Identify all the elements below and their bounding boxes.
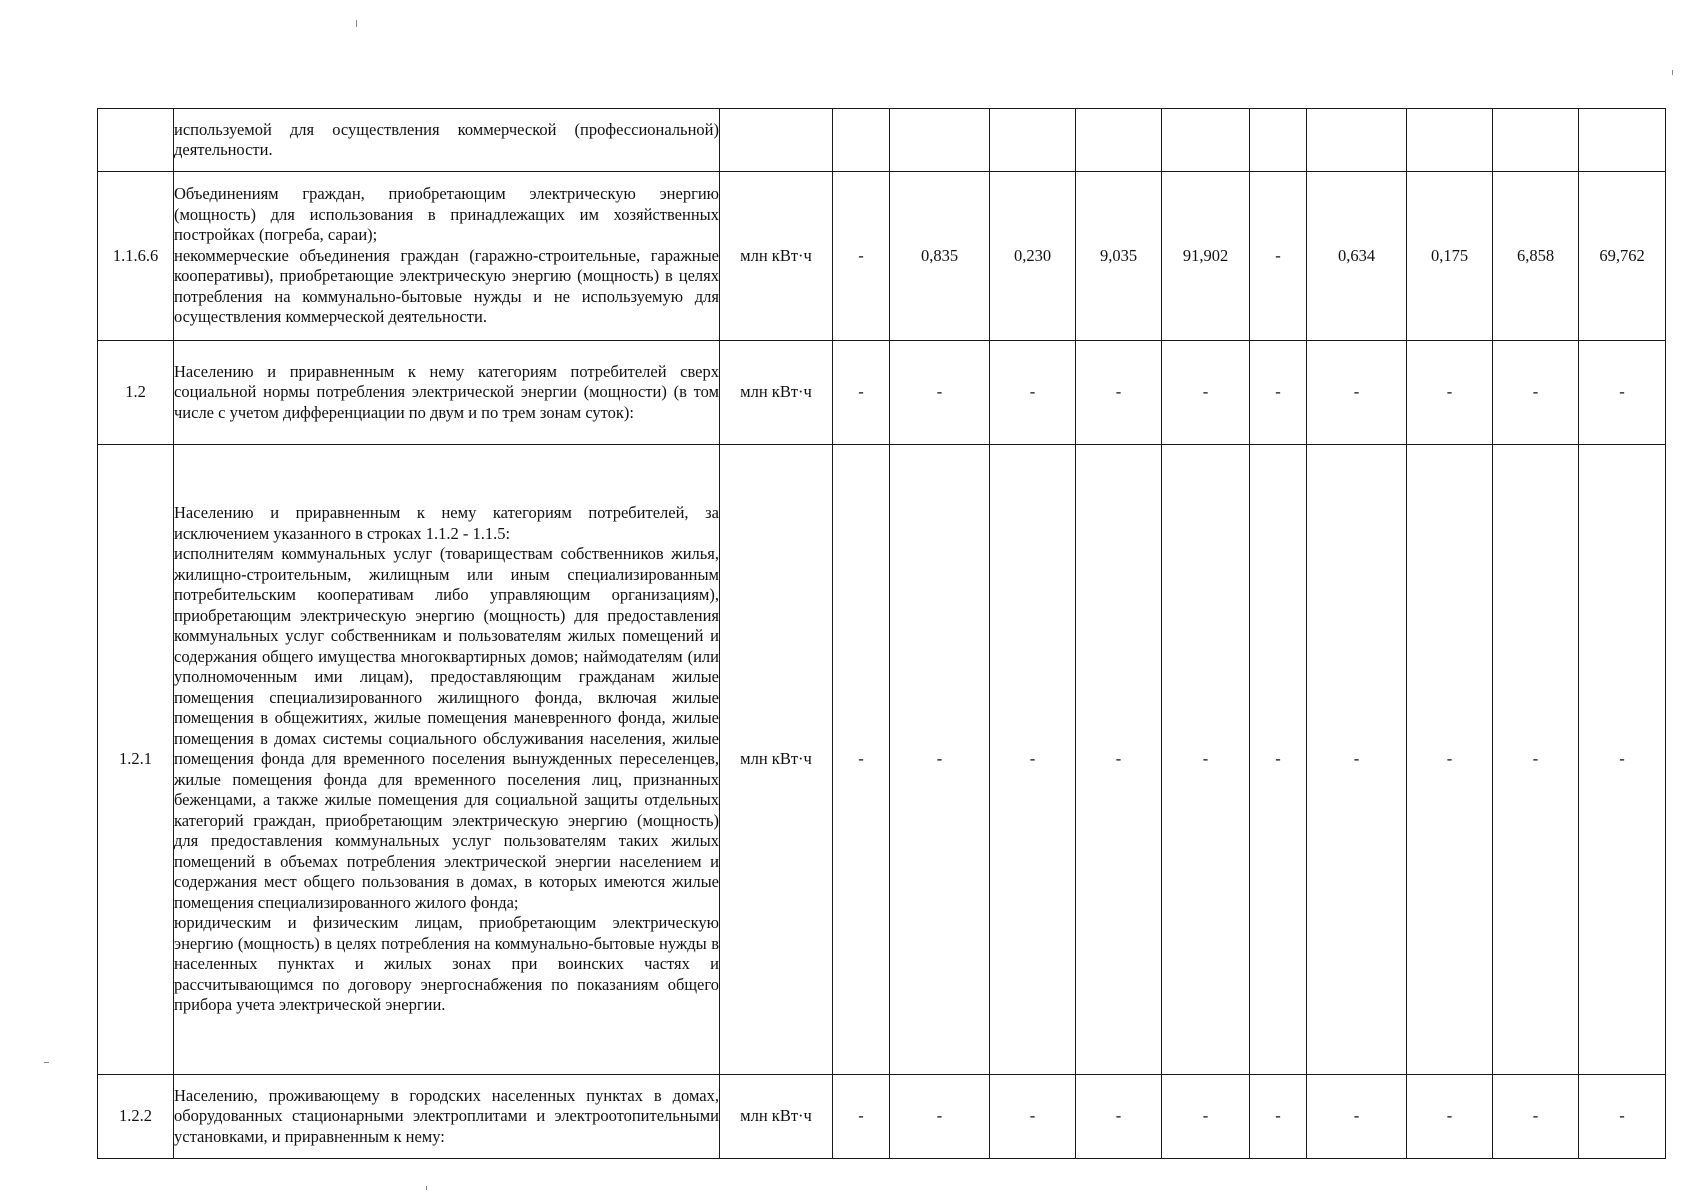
description-paragraph: исполнителям коммунальных услуг (товариществам собственников жилья, жилищно-строительным, жилищным или иным специализированным потребительским кооперативам либо управляющим организациям), приобретающим электрическую энергию (мощность) для предоставления коммунальных услуг собственникам и пользователям жилых помещений и содержания общего имущества многоквартирных домов; наймодателям (или уполномоченным ими лицам), предоставляющим гражданам жилые помещения специализированного жилищного фонда, включая жилые помещения в общежитиях, жилые помещения маневренного фонда, жилые помещения в домах системы социального обслуживания населения, жилые помещения фонда для временного поселения вынужденных переселенцев, жилые помещения фонда для временного поселения лиц, признанных беженцами, а также жилые помещения для социальной защиты отдельных категорий граждан, приобретающим электрическую энергию (мощность) для предоставления коммунальных услуг пользователям таких жилых помещений в объемах потребления электрической энергии населением и содержания мест общего пользования в домах, в которых имеются жилые помещения специализированного жилого фонда; <box>174 544 719 912</box>
row-description <box>174 109 720 172</box>
value-cell <box>990 109 1076 172</box>
value-cell <box>1493 109 1579 172</box>
value-cell: - <box>1162 1075 1250 1159</box>
table-body <box>98 109 1666 1159</box>
value-cell: - <box>1307 445 1407 1075</box>
value-cell: 0,835 <box>890 172 990 341</box>
scan-mark <box>356 20 357 27</box>
value-cell <box>1162 109 1250 172</box>
row-description <box>174 172 720 341</box>
value-cell: - <box>1162 341 1250 445</box>
scan-mark <box>1672 70 1673 75</box>
value-cell <box>1307 109 1407 172</box>
unit-cell: млн кВт·ч <box>720 341 833 445</box>
description-paragraph: используемой для осуществления коммерческой (профессиональной) деятельности. <box>174 119 719 159</box>
value-cell: - <box>890 341 990 445</box>
table-row <box>98 109 1666 172</box>
description-paragraph: Населению и приравненным к нему категориям потребителей сверх социальной нормы потребления электрической энергии (мощности) (в том числе с учетом дифференциации по двум и по трем зонам суток): <box>174 361 719 422</box>
value-cell: - <box>1250 172 1307 341</box>
row-description <box>174 445 720 1075</box>
value-cell: - <box>1407 1075 1493 1159</box>
value-cell: - <box>1307 341 1407 445</box>
row-number: 1.1.6.6 <box>98 172 174 341</box>
description-paragraph: Объединениям граждан, приобретающим электрическую энергию (мощность) для использования в принадлежащих им хозяйственных постройках (погреба, сараи); <box>174 184 719 245</box>
value-cell: - <box>890 445 990 1075</box>
value-cell: - <box>1250 1075 1307 1159</box>
unit-cell: млн кВт·ч <box>720 172 833 341</box>
value-cell: - <box>1162 445 1250 1075</box>
value-cell: - <box>1076 1075 1162 1159</box>
value-cell: - <box>890 1075 990 1159</box>
value-cell: - <box>990 445 1076 1075</box>
value-cell: - <box>833 341 890 445</box>
value-cell: 91,902 <box>1162 172 1250 341</box>
value-cell: - <box>1579 445 1666 1075</box>
value-cell <box>833 109 890 172</box>
value-cell: - <box>1493 341 1579 445</box>
row-description <box>174 1075 720 1159</box>
tariff-volume-table <box>97 108 1666 1159</box>
row-number: 1.2 <box>98 341 174 445</box>
value-cell: - <box>1579 1075 1666 1159</box>
value-cell: - <box>990 1075 1076 1159</box>
row-number: 1.2.1 <box>98 445 174 1075</box>
value-cell: - <box>833 172 890 341</box>
value-cell <box>1250 109 1307 172</box>
value-cell: 9,035 <box>1076 172 1162 341</box>
value-cell <box>1407 109 1493 172</box>
value-cell: - <box>1076 341 1162 445</box>
value-cell: 0,634 <box>1307 172 1407 341</box>
scan-mark <box>426 1186 427 1190</box>
value-cell: - <box>1493 1075 1579 1159</box>
value-cell: - <box>833 1075 890 1159</box>
table-row <box>98 172 1666 341</box>
unit-cell: млн кВт·ч <box>720 445 833 1075</box>
unit-cell <box>720 109 833 172</box>
table-row <box>98 341 1666 445</box>
table-row <box>98 1075 1666 1159</box>
value-cell: - <box>1307 1075 1407 1159</box>
value-cell: 0,175 <box>1407 172 1493 341</box>
value-cell <box>890 109 990 172</box>
value-cell: - <box>1250 341 1307 445</box>
value-cell: 69,762 <box>1579 172 1666 341</box>
description-paragraph: Населению, проживающему в городских населенных пунктах в домах, оборудованных стационарными электроплитами и электроотопительными установками, и приравненным к нему: <box>174 1085 719 1146</box>
value-cell: - <box>990 341 1076 445</box>
row-description <box>174 341 720 445</box>
value-cell <box>1076 109 1162 172</box>
value-cell: - <box>1407 341 1493 445</box>
description-paragraph: некоммерческие объединения граждан (гаражно-строительные, гаражные кооперативы), приобретающие электрическую энергию (мощность) в целях потребления на коммунально-бытовые нужды и не используемую для осуществления коммерческой деятельности. <box>174 245 719 327</box>
table-row <box>98 445 1666 1075</box>
scan-mark <box>44 1062 49 1063</box>
unit-cell: млн кВт·ч <box>720 1075 833 1159</box>
value-cell: 0,230 <box>990 172 1076 341</box>
value-cell: - <box>1579 341 1666 445</box>
value-cell: - <box>1250 445 1307 1075</box>
value-cell: - <box>1407 445 1493 1075</box>
value-cell: 6,858 <box>1493 172 1579 341</box>
row-number: 1.2.2 <box>98 1075 174 1159</box>
value-cell: - <box>1493 445 1579 1075</box>
description-paragraph: юридическим и физическим лицам, приобретающим электрическую энергию (мощность) в целях потребления на коммунально-бытовые нужды в населенных пунктах и жилых зонах при воинских частях и рассчитывающимся по договору энергоснабжения по показаниям общего прибора учета электрической энергии. <box>174 913 719 1015</box>
value-cell <box>1579 109 1666 172</box>
description-paragraph: Населению и приравненным к нему категориям потребителей, за исключением указанного в строках 1.1.2 - 1.1.5: <box>174 503 719 543</box>
value-cell: - <box>833 445 890 1075</box>
row-number <box>98 109 174 172</box>
value-cell: - <box>1076 445 1162 1075</box>
